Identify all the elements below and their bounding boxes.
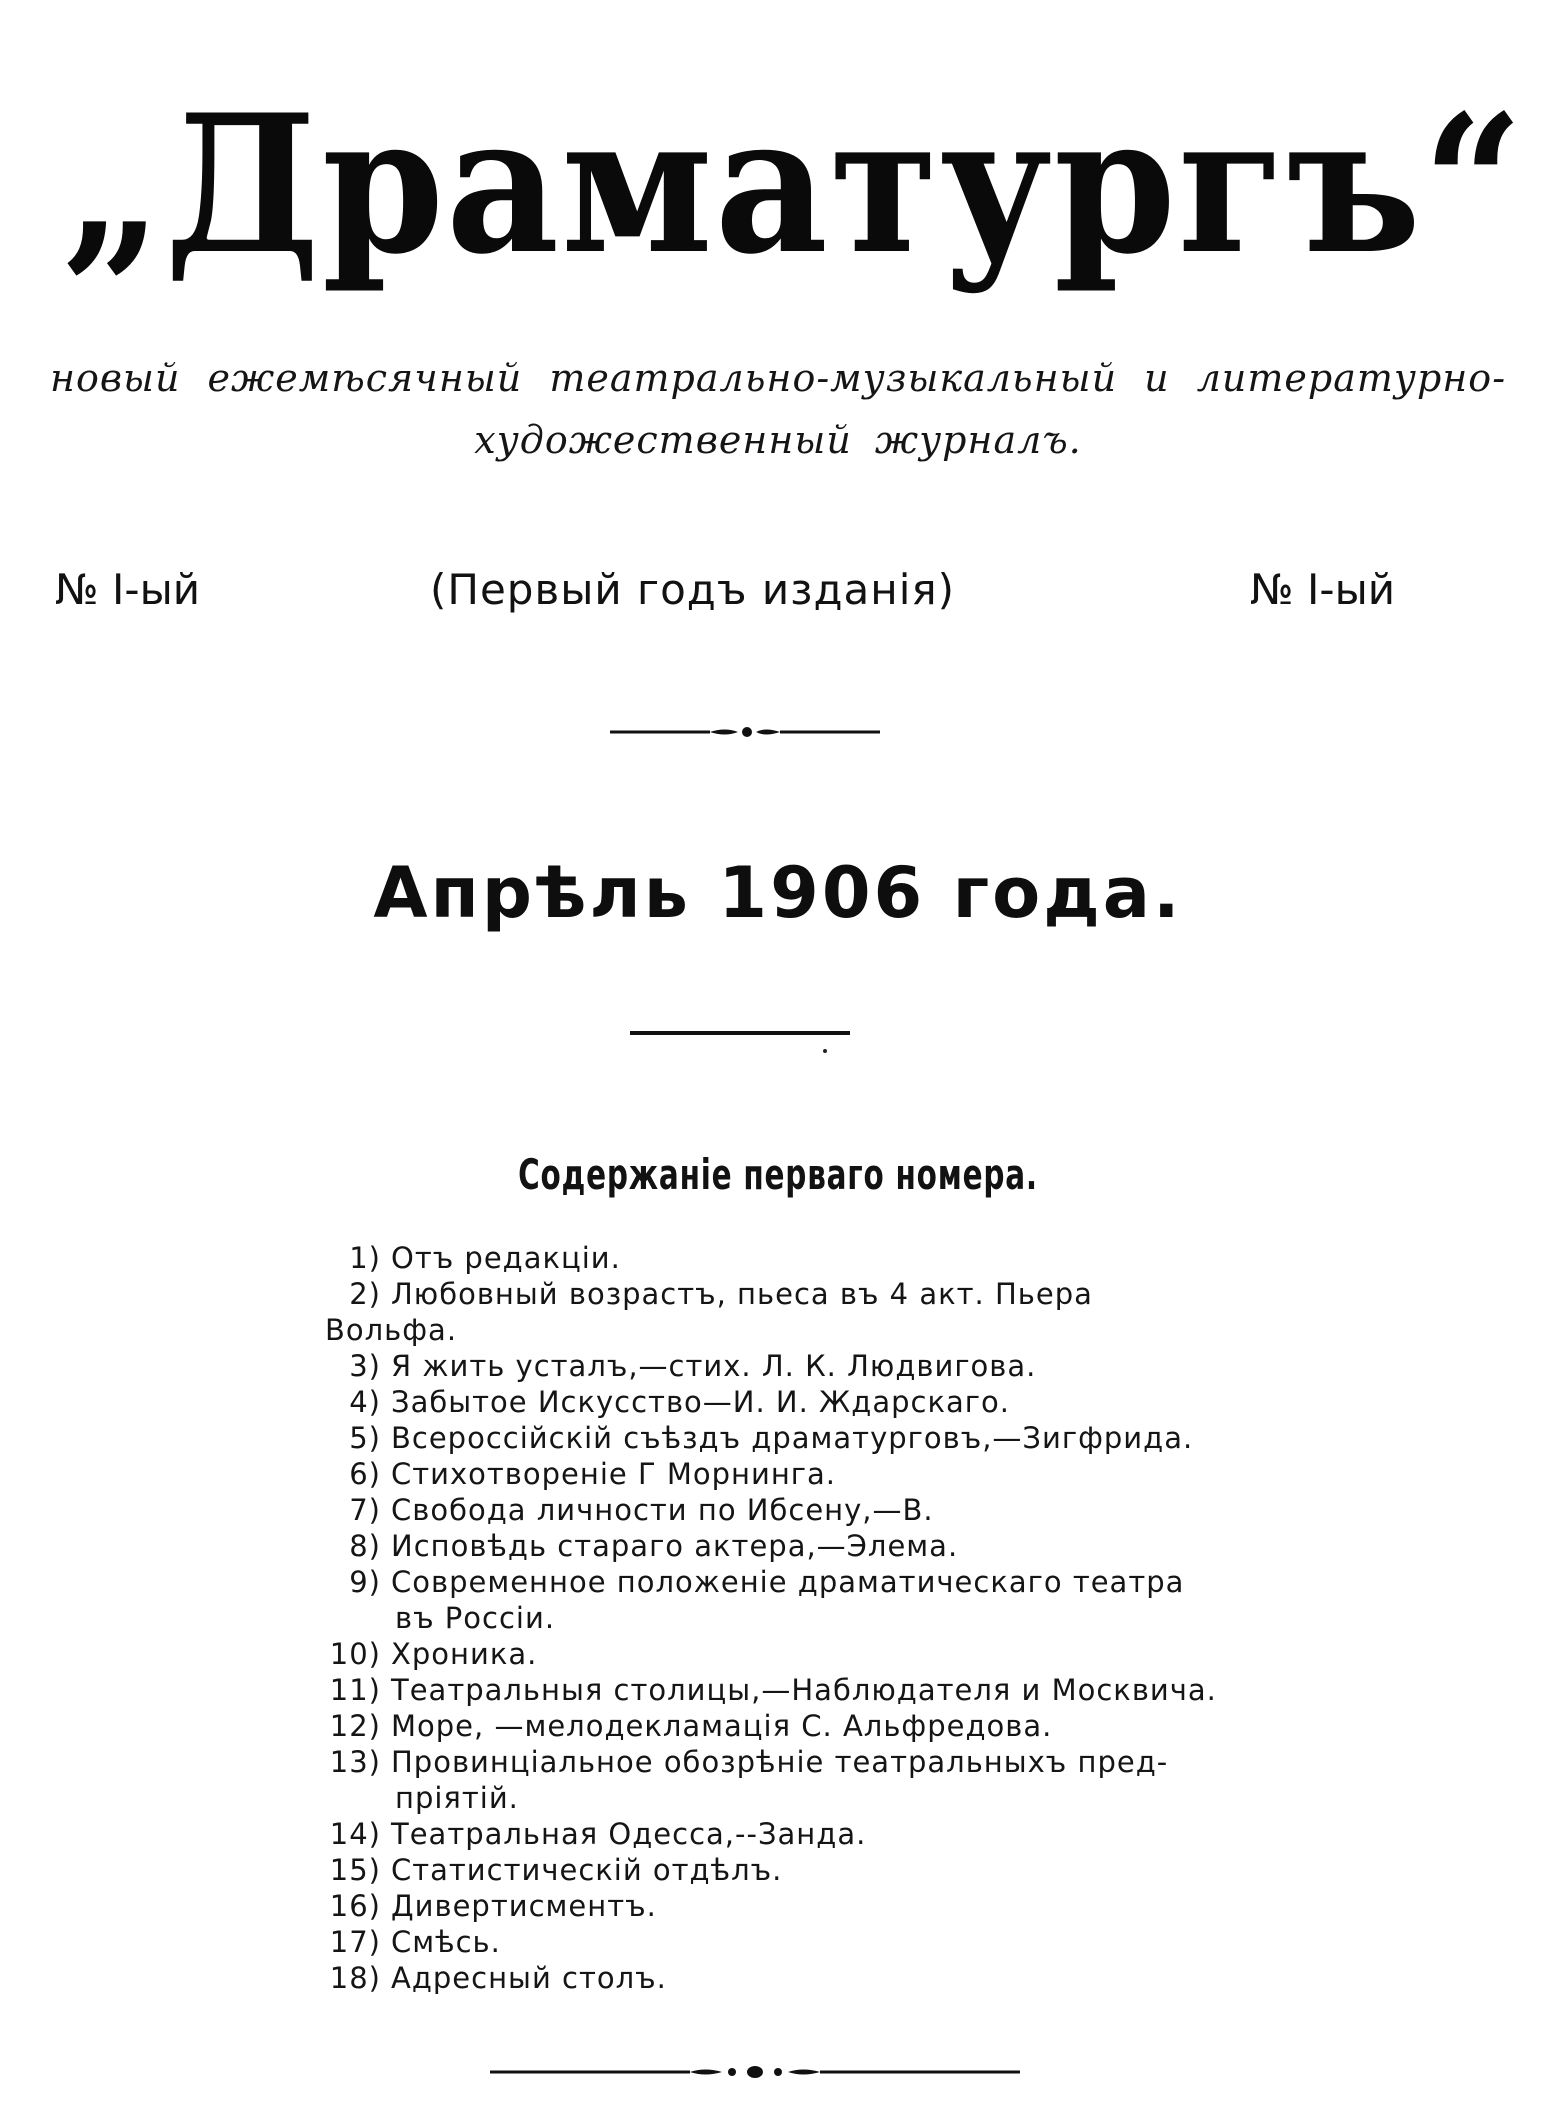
toc-item-title: Море, —мелодекламація С. Альфредова. <box>391 1709 1053 1743</box>
issue-number-left: № I-ый <box>55 565 201 614</box>
toc-item <box>325 1744 1225 1816</box>
toc-item-title: Любовный возрастъ, пьеса въ 4 акт. Пьера Вольфа. <box>325 1277 1093 1347</box>
toc-item <box>325 1852 1225 1888</box>
toc-item-title: Провинціальное обозрѣніе театральныхъ пред- <box>391 1745 1169 1779</box>
toc-item <box>325 1240 1225 1276</box>
toc-item <box>325 1564 1225 1636</box>
ornamental-divider-bottom <box>490 2060 1020 2084</box>
toc-item <box>325 1492 1225 1528</box>
rule-divider <box>630 1027 860 1055</box>
toc-item-number: 8) <box>349 1529 381 1563</box>
subtitle-line-2: художественный журналъ. <box>474 418 1082 462</box>
toc-item <box>325 1708 1225 1744</box>
toc-item-number: 16) <box>329 1889 381 1923</box>
table-of-contents <box>325 1240 1225 1996</box>
toc-item-title: Отъ редакціи. <box>391 1241 621 1275</box>
publication-year-note: (Первый годъ изданія) <box>430 565 956 614</box>
toc-item-number: 17) <box>329 1925 381 1959</box>
toc-item <box>325 1348 1225 1384</box>
toc-item-number: 3) <box>349 1349 381 1383</box>
toc-item-title: Забытое Искусство—И. И. Ждарскаго. <box>391 1385 1010 1419</box>
toc-item-title: Современное положеніе драматическаго театра <box>391 1565 1185 1599</box>
toc-item <box>325 1276 1225 1348</box>
issue-date: Апрѣль 1906 года. <box>373 852 1183 934</box>
toc-item <box>325 1672 1225 1708</box>
toc-item-number: 14) <box>329 1817 381 1851</box>
toc-item <box>325 1456 1225 1492</box>
toc-item-title: Хроника. <box>391 1637 538 1671</box>
toc-item-number: 5) <box>349 1421 381 1455</box>
toc-item-continuation: въ Россіи. <box>395 1601 556 1635</box>
toc-item <box>325 1384 1225 1420</box>
toc-item-number: 13) <box>329 1745 381 1779</box>
toc-item-number: 12) <box>329 1709 381 1743</box>
toc-item-number: 10) <box>329 1637 381 1671</box>
toc-item-title: Свобода личности по Ибсену,—В. <box>391 1493 934 1527</box>
toc-item-title: Театральная Одесса,--Занда. <box>391 1817 867 1851</box>
magazine-masthead: „Драматургъ“ <box>62 73 1526 296</box>
contents-heading: Содержаніе перваго номера. <box>518 1150 1038 1199</box>
toc-item <box>325 1528 1225 1564</box>
toc-item-title: Всероссійскій съѣздъ драматурговъ,—Зигфрида. <box>391 1421 1194 1455</box>
toc-item-number: 15) <box>329 1853 381 1887</box>
toc-item <box>325 1636 1225 1672</box>
toc-item-number: 4) <box>349 1385 381 1419</box>
toc-item-number: 7) <box>349 1493 381 1527</box>
toc-item <box>325 1924 1225 1960</box>
toc-item <box>325 1420 1225 1456</box>
toc-item-continuation: пріятій. <box>395 1781 519 1815</box>
toc-item-title: Статистическій отдѣлъ. <box>391 1853 783 1887</box>
toc-item-title: Стихотвореніе Г Морнинга. <box>391 1457 837 1491</box>
toc-item <box>325 1816 1225 1852</box>
toc-item <box>325 1960 1225 1996</box>
toc-item-title: Дивертисментъ. <box>391 1889 657 1923</box>
toc-item-number: 1) <box>349 1241 381 1275</box>
toc-item-title: Театральныя столицы,—Наблюдателя и Москвича. <box>391 1673 1217 1707</box>
subtitle-line-1: новый ежемѣсячный театрально-музыкальный и литературно- <box>50 356 1507 400</box>
toc-item <box>325 1888 1225 1924</box>
toc-item-title: Исповѣдь стараго актера,—Элема. <box>391 1529 959 1563</box>
toc-item-number: 11) <box>329 1673 381 1707</box>
toc-item-number: 9) <box>349 1565 381 1599</box>
toc-item-title: Смѣсь. <box>391 1925 501 1959</box>
ornamental-divider-top <box>610 720 880 744</box>
toc-item-title: Адресный столъ. <box>391 1961 667 1995</box>
toc-item-number: 6) <box>349 1457 381 1491</box>
toc-item-number: 18) <box>329 1961 381 1995</box>
issue-number-right: № I-ый <box>1250 565 1396 614</box>
toc-item-number: 2) <box>349 1277 381 1311</box>
toc-item-title: Я жить усталъ,—стих. Л. К. Людвигова. <box>391 1349 1037 1383</box>
